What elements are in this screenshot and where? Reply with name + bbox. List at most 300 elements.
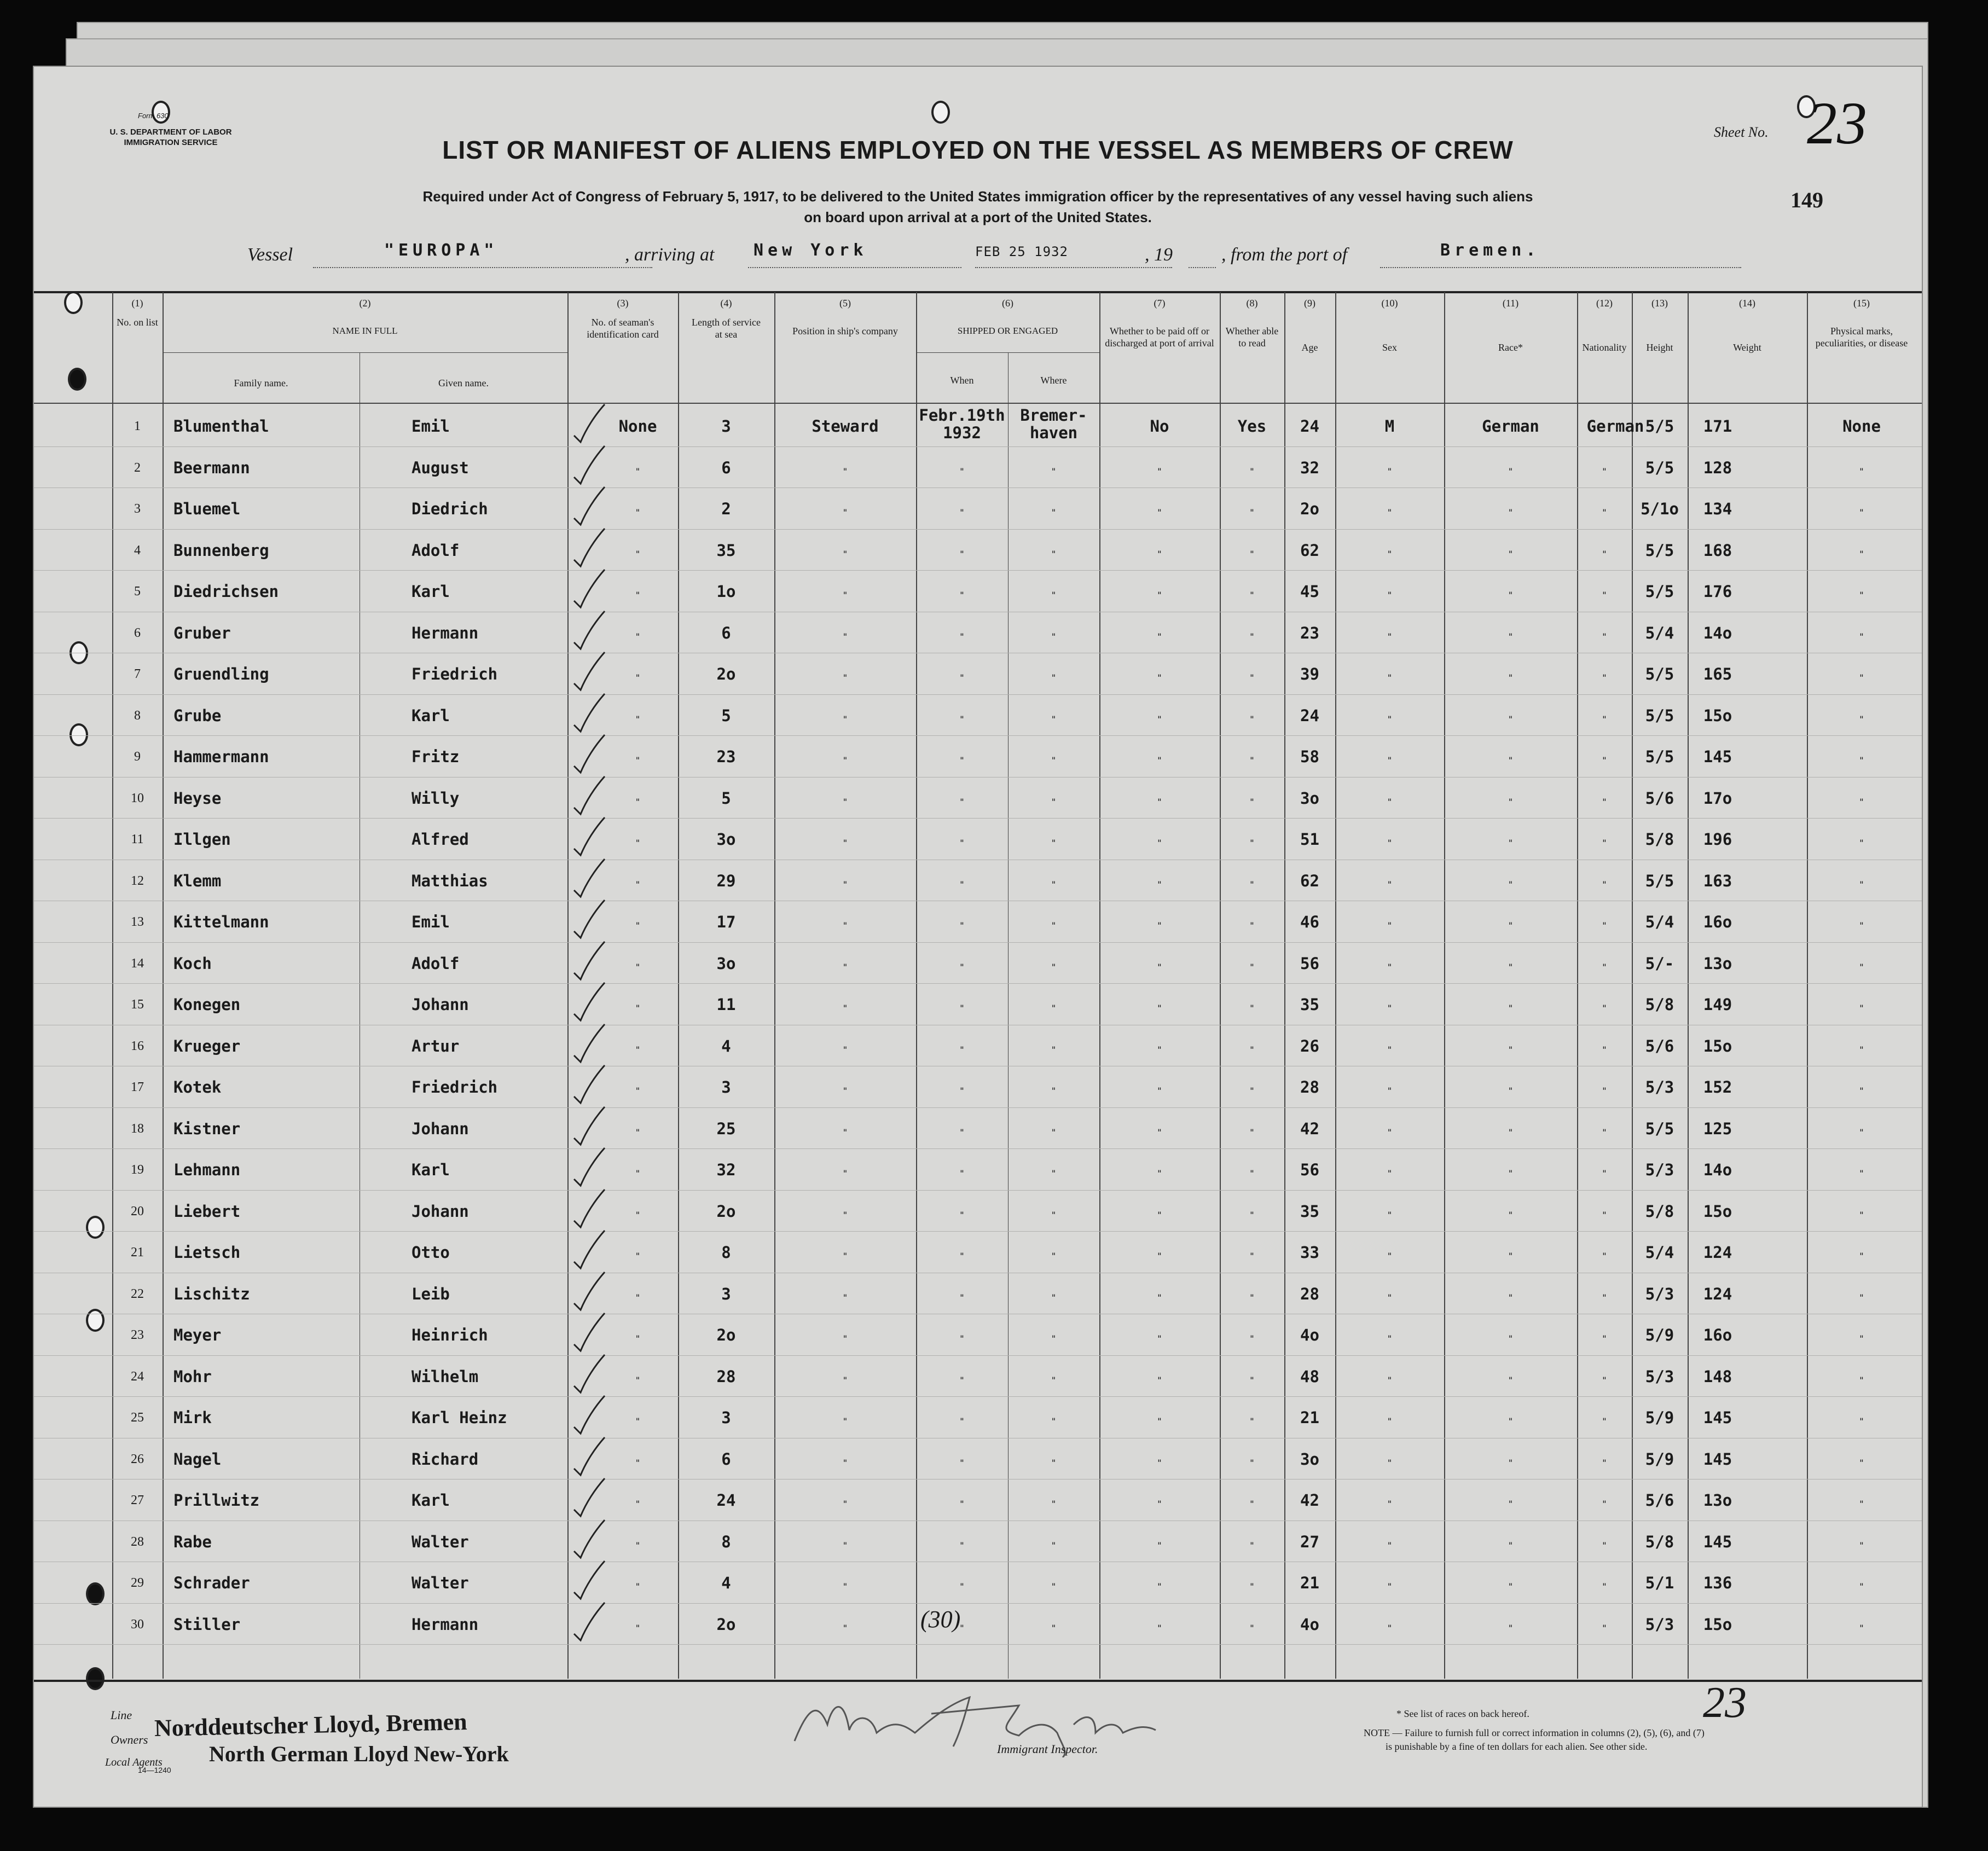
ditto-mark: " bbox=[1859, 672, 1864, 683]
check-mark-icon bbox=[573, 1558, 606, 1602]
ditto-mark: " bbox=[1859, 1127, 1864, 1138]
check-mark-icon bbox=[573, 1145, 606, 1189]
col-separator bbox=[1220, 292, 1221, 1679]
year-underline bbox=[1189, 267, 1216, 268]
colnum-12: (12) bbox=[1596, 298, 1613, 309]
ditto-mark: " bbox=[959, 590, 965, 600]
ditto-mark: " bbox=[1602, 1540, 1607, 1551]
ditto-mark: " bbox=[1602, 1499, 1607, 1509]
ditto-mark: " bbox=[959, 1540, 965, 1551]
given-name: Johann bbox=[411, 995, 469, 1014]
ditto-mark: " bbox=[1387, 1416, 1393, 1426]
ditto-mark: " bbox=[1859, 1044, 1864, 1055]
family-name: Lietsch bbox=[173, 1243, 241, 1262]
ditto-mark: " bbox=[1157, 1168, 1162, 1179]
ditto-mark: " bbox=[1051, 548, 1057, 559]
length-of-service: 17 bbox=[716, 913, 736, 931]
ditto-mark: " bbox=[1249, 548, 1255, 559]
height-value: 5/5 bbox=[1645, 706, 1674, 725]
ditto-mark: " bbox=[959, 1416, 965, 1426]
height-value: 5/8 bbox=[1645, 1532, 1674, 1551]
ditto-mark: " bbox=[1051, 1127, 1057, 1138]
ditto-mark: " bbox=[842, 1622, 848, 1633]
age-value: 3o bbox=[1300, 788, 1319, 808]
ditto-mark: " bbox=[1859, 713, 1864, 724]
age-value: 3o bbox=[1300, 1449, 1319, 1469]
ditto-mark: " bbox=[1387, 920, 1393, 931]
given-name: Willy bbox=[411, 788, 460, 808]
ditto-mark: " bbox=[635, 466, 641, 477]
form-code: 14—1240 bbox=[138, 1766, 171, 1774]
family-name: Gruendling bbox=[173, 665, 269, 683]
ditto-mark: " bbox=[1157, 1457, 1162, 1468]
age-value: 23 bbox=[1300, 623, 1319, 642]
ditto-mark: " bbox=[1051, 466, 1057, 477]
ditto-mark: " bbox=[1387, 1127, 1393, 1138]
height-value: 5/5 bbox=[1645, 871, 1674, 890]
given-name: Karl Heinz bbox=[411, 1408, 507, 1427]
ditto-mark: " bbox=[1157, 1374, 1162, 1385]
ditto-mark: " bbox=[1157, 1540, 1162, 1551]
age-value: 35 bbox=[1300, 995, 1319, 1014]
ditto-mark: " bbox=[842, 631, 848, 642]
able-read-value: Yes bbox=[1237, 417, 1267, 436]
ditto-mark: " bbox=[1387, 1540, 1393, 1551]
height-value: 5/9 bbox=[1645, 1449, 1674, 1469]
ditto-mark: " bbox=[1508, 755, 1514, 765]
ditto-mark: " bbox=[1249, 1416, 1255, 1426]
length-of-service: 6 bbox=[721, 623, 731, 642]
header-age: Age bbox=[1301, 342, 1318, 353]
name-subheader-line bbox=[163, 352, 567, 353]
weight-value: 165 bbox=[1703, 665, 1732, 683]
given-name: Emil bbox=[411, 913, 450, 931]
ditto-mark: " bbox=[635, 1499, 641, 1509]
ditto-mark: " bbox=[635, 1292, 641, 1303]
punch-hole bbox=[931, 101, 950, 124]
ditto-mark: " bbox=[635, 1168, 641, 1179]
ditto-mark: " bbox=[635, 920, 641, 931]
header-height: Height bbox=[1646, 342, 1673, 353]
weight-value: 16o bbox=[1703, 1326, 1732, 1344]
ditto-mark: " bbox=[1859, 548, 1864, 559]
row-rule bbox=[34, 983, 1922, 984]
ditto-mark: " bbox=[1249, 631, 1255, 642]
given-name: Diedrich bbox=[411, 500, 488, 518]
ditto-mark: " bbox=[635, 1374, 641, 1385]
col-separator bbox=[567, 292, 569, 1679]
ditto-mark: " bbox=[1859, 1374, 1864, 1385]
colnum-4: (4) bbox=[720, 298, 732, 309]
check-mark-icon bbox=[573, 897, 606, 941]
family-name: Konegen bbox=[173, 995, 241, 1014]
inspector-signature bbox=[789, 1681, 1172, 1757]
check-mark-icon bbox=[573, 484, 606, 528]
ditto-mark: " bbox=[635, 1003, 641, 1013]
ditto-mark: " bbox=[635, 1127, 641, 1138]
family-name: Rabe bbox=[173, 1532, 212, 1551]
ditto-mark: " bbox=[1051, 796, 1057, 807]
ditto-mark: " bbox=[1602, 755, 1607, 765]
colnum-15: (15) bbox=[1853, 298, 1870, 309]
header-sex: Sex bbox=[1382, 342, 1397, 353]
given-name: Karl bbox=[411, 1491, 450, 1510]
age-value: 26 bbox=[1300, 1036, 1319, 1055]
ditto-mark: " bbox=[1051, 838, 1057, 848]
ditto-mark: " bbox=[1249, 1540, 1255, 1551]
weight-value: 163 bbox=[1703, 871, 1732, 890]
ditto-mark: " bbox=[1051, 961, 1057, 972]
header-shipped: SHIPPED OR ENGAGED bbox=[957, 326, 1058, 336]
header-given-name: Given name. bbox=[438, 378, 489, 388]
ditto-mark: " bbox=[959, 548, 965, 559]
ditto-mark: " bbox=[1602, 1374, 1607, 1385]
ditto-mark: " bbox=[635, 590, 641, 600]
ditto-mark: " bbox=[1249, 920, 1255, 931]
row-number: 27 bbox=[131, 1493, 144, 1507]
ditto-mark: " bbox=[1051, 1292, 1057, 1303]
age-value: 56 bbox=[1300, 1160, 1319, 1179]
service-name: IMMIGRATION SERVICE bbox=[124, 138, 218, 147]
ditto-mark: " bbox=[1508, 590, 1514, 600]
ditto-mark: " bbox=[1249, 1499, 1255, 1509]
ditto-mark: " bbox=[959, 1127, 965, 1138]
age-value: 62 bbox=[1300, 871, 1319, 890]
row-number: 19 bbox=[131, 1163, 144, 1177]
ditto-mark: " bbox=[959, 1003, 965, 1013]
family-name: Krueger bbox=[173, 1036, 241, 1055]
row-rule bbox=[34, 570, 1922, 571]
ditto-mark: " bbox=[1157, 1209, 1162, 1220]
seaman-id-value: None bbox=[618, 417, 657, 436]
age-value: 51 bbox=[1300, 830, 1319, 849]
ditto-mark: " bbox=[842, 1209, 848, 1220]
row-number: 13 bbox=[131, 915, 144, 929]
ditto-mark: " bbox=[635, 961, 641, 972]
col-separator bbox=[1335, 292, 1336, 1679]
row-number: 2 bbox=[134, 460, 141, 475]
ditto-mark: " bbox=[1859, 1416, 1864, 1426]
row-number: 29 bbox=[131, 1576, 144, 1590]
ditto-mark: " bbox=[1602, 796, 1607, 807]
family-name: Meyer bbox=[173, 1326, 222, 1344]
given-name: Alfred bbox=[411, 830, 469, 849]
row-rule bbox=[34, 1148, 1922, 1149]
header-no-on-list: No. on list bbox=[117, 317, 158, 328]
check-mark-icon bbox=[573, 1310, 606, 1354]
header-where: Where bbox=[1040, 375, 1067, 386]
ditto-mark: " bbox=[1249, 1374, 1255, 1385]
length-of-service: 3o bbox=[716, 954, 736, 973]
length-of-service: 8 bbox=[721, 1532, 731, 1551]
subtitle-line-1: Required under Act of Congress of February 5, 1917, to be delivered to the United States immigration officer by the representatives of any vessel having such aliens bbox=[422, 188, 1533, 205]
ditto-mark: " bbox=[1508, 961, 1514, 972]
length-of-service: 2o bbox=[716, 1202, 736, 1221]
ditto-mark: " bbox=[1602, 1416, 1607, 1426]
sheet-label: Sheet No. bbox=[1714, 124, 1769, 140]
ditto-mark: " bbox=[1602, 838, 1607, 848]
ditto-mark: " bbox=[1157, 672, 1162, 683]
ditto-mark: " bbox=[1508, 1581, 1514, 1592]
row-number: 16 bbox=[131, 1038, 144, 1053]
family-name: Bluemel bbox=[173, 500, 241, 518]
total-count: (30) bbox=[920, 1606, 961, 1633]
ditto-mark: " bbox=[1602, 590, 1607, 600]
height-value: 5/5 bbox=[1645, 665, 1674, 683]
ditto-mark: " bbox=[842, 1333, 848, 1344]
age-value: 42 bbox=[1300, 1491, 1319, 1510]
age-value: 28 bbox=[1300, 1284, 1319, 1303]
age-value: 45 bbox=[1300, 582, 1319, 601]
row-rule bbox=[34, 1231, 1922, 1232]
family-name: Koch bbox=[173, 954, 212, 973]
height-value: 5/8 bbox=[1645, 1202, 1674, 1221]
height-value: 5/5 bbox=[1645, 541, 1674, 560]
age-value: 4o bbox=[1300, 1326, 1319, 1344]
ditto-mark: " bbox=[1051, 590, 1057, 600]
length-of-service: 2o bbox=[716, 1326, 736, 1344]
ditto-mark: " bbox=[1387, 838, 1393, 848]
ditto-mark: " bbox=[1249, 838, 1255, 848]
row-number: 18 bbox=[131, 1121, 144, 1136]
vessel-label: Vessel bbox=[247, 245, 293, 265]
colnum-9: (9) bbox=[1304, 298, 1315, 309]
ditto-mark: " bbox=[1602, 1581, 1607, 1592]
given-name: Karl bbox=[411, 1160, 450, 1179]
ditto-mark: " bbox=[1602, 631, 1607, 642]
ditto-mark: " bbox=[1387, 1499, 1393, 1509]
row-rule bbox=[34, 942, 1922, 943]
height-value: 5/8 bbox=[1645, 830, 1674, 849]
row-number: 4 bbox=[134, 543, 141, 558]
ditto-mark: " bbox=[1249, 713, 1255, 724]
header-family-name: Family name. bbox=[234, 378, 288, 388]
ditto-mark: " bbox=[1387, 1374, 1393, 1385]
given-name: Karl bbox=[411, 706, 450, 725]
ditto-mark: " bbox=[635, 1251, 641, 1261]
ditto-mark: " bbox=[1508, 1622, 1514, 1633]
ditto-mark: " bbox=[1051, 1374, 1057, 1385]
family-name: Blumenthal bbox=[173, 417, 269, 436]
check-mark-icon bbox=[573, 1228, 606, 1272]
ditto-mark: " bbox=[1508, 1292, 1514, 1303]
ditto-mark: " bbox=[1157, 507, 1162, 518]
ditto-mark: " bbox=[842, 1251, 848, 1261]
ditto-mark: " bbox=[1157, 548, 1162, 559]
ditto-mark: " bbox=[1602, 961, 1607, 972]
ditto-mark: " bbox=[1051, 1209, 1057, 1220]
footnote-races: * See list of races on back hereof. bbox=[1396, 1708, 1529, 1719]
footnote-fine: NOTE — Failure to furnish full or correct information in columns (2), (5), (6), and (7) bbox=[1364, 1727, 1705, 1738]
ditto-mark: " bbox=[842, 755, 848, 765]
colnum-14: (14) bbox=[1739, 298, 1755, 309]
row-number: 22 bbox=[131, 1286, 144, 1301]
row-rule bbox=[34, 1603, 1922, 1604]
given-name: Karl bbox=[411, 582, 450, 601]
ditto-mark: " bbox=[1508, 1457, 1514, 1468]
ditto-mark: " bbox=[842, 1292, 848, 1303]
check-mark-icon bbox=[573, 1063, 606, 1106]
ditto-mark: " bbox=[959, 1581, 965, 1592]
ditto-mark: " bbox=[959, 1251, 965, 1261]
age-value: 27 bbox=[1300, 1532, 1319, 1551]
arriving-underline bbox=[748, 267, 961, 268]
ditto-mark: " bbox=[842, 1540, 848, 1551]
ditto-mark: " bbox=[1051, 1168, 1057, 1179]
row-rule bbox=[34, 1107, 1922, 1108]
ditto-mark: " bbox=[1051, 920, 1057, 931]
ditto-mark: " bbox=[1508, 1499, 1514, 1509]
age-value: 4o bbox=[1300, 1615, 1319, 1634]
colnum-13: (13) bbox=[1651, 298, 1668, 309]
ditto-mark: " bbox=[1602, 1168, 1607, 1179]
row-number: 8 bbox=[134, 708, 141, 723]
row-number: 9 bbox=[134, 750, 141, 764]
family-name: Nagel bbox=[173, 1449, 222, 1469]
height-value: 5/5 bbox=[1645, 582, 1674, 601]
ditto-mark: " bbox=[1602, 507, 1607, 518]
ditto-mark: " bbox=[635, 838, 641, 848]
ditto-mark: " bbox=[1157, 1416, 1162, 1426]
weight-value: 124 bbox=[1703, 1284, 1732, 1303]
age-value: 39 bbox=[1300, 665, 1319, 683]
ditto-mark: " bbox=[1602, 672, 1607, 683]
ditto-mark: " bbox=[1157, 879, 1162, 890]
ditto-mark: " bbox=[1859, 1251, 1864, 1261]
ditto-mark: " bbox=[1859, 1086, 1864, 1096]
length-of-service: 2o bbox=[716, 1615, 736, 1634]
weight-value: 149 bbox=[1703, 995, 1732, 1014]
ditto-mark: " bbox=[1859, 1333, 1864, 1344]
header-able-read: Whether able to read bbox=[1225, 326, 1279, 349]
check-mark-icon bbox=[573, 1104, 606, 1148]
height-value: 5/9 bbox=[1645, 1326, 1674, 1344]
ditto-mark: " bbox=[1508, 796, 1514, 807]
ditto-mark: " bbox=[1157, 631, 1162, 642]
ditto-mark: " bbox=[1859, 590, 1864, 600]
ditto-mark: " bbox=[959, 838, 965, 848]
ditto-mark: " bbox=[1157, 1127, 1162, 1138]
ditto-mark: " bbox=[1602, 1333, 1607, 1344]
header-race: Race* bbox=[1498, 342, 1523, 353]
age-value: 33 bbox=[1300, 1243, 1319, 1262]
row-number: 7 bbox=[134, 667, 141, 681]
weight-value: 148 bbox=[1703, 1367, 1732, 1386]
header-nationality: Nationality bbox=[1582, 342, 1627, 353]
family-name: Bunnenberg bbox=[173, 541, 269, 560]
row-number: 3 bbox=[134, 502, 141, 516]
weight-value: 145 bbox=[1703, 747, 1732, 766]
colnum-3: (3) bbox=[617, 298, 629, 309]
colnum-5: (5) bbox=[839, 298, 851, 309]
ditto-mark: " bbox=[1602, 1209, 1607, 1220]
length-of-service: 6 bbox=[721, 458, 731, 477]
ditto-mark: " bbox=[1387, 1292, 1393, 1303]
given-name: Johann bbox=[411, 1202, 469, 1221]
length-of-service: 3 bbox=[721, 1284, 731, 1303]
weight-value: 14o bbox=[1703, 623, 1732, 642]
height-value: 5/6 bbox=[1645, 788, 1674, 808]
check-mark-icon bbox=[573, 1393, 606, 1437]
race-value: German bbox=[1482, 417, 1539, 436]
length-of-service: 23 bbox=[716, 747, 736, 766]
height-value: 5/3 bbox=[1645, 1078, 1674, 1096]
ditto-mark: " bbox=[842, 466, 848, 477]
ditto-mark: " bbox=[1387, 1044, 1393, 1055]
ditto-mark: " bbox=[842, 507, 848, 518]
length-of-service: 3 bbox=[721, 1078, 731, 1096]
ditto-mark: " bbox=[1051, 1499, 1057, 1509]
ditto-mark: " bbox=[635, 1581, 641, 1592]
shipped-when-1: Febr.19th bbox=[919, 406, 1005, 425]
given-name: Walter bbox=[411, 1574, 469, 1592]
ditto-mark: " bbox=[1051, 755, 1057, 765]
given-name: Heinrich bbox=[411, 1326, 488, 1344]
check-mark-icon bbox=[573, 815, 606, 858]
ditto-mark: " bbox=[959, 1499, 965, 1509]
ditto-mark: " bbox=[842, 1374, 848, 1385]
ditto-mark: " bbox=[635, 879, 641, 890]
family-name: Beermann bbox=[173, 458, 250, 477]
ditto-mark: " bbox=[635, 507, 641, 518]
stamp-number: 149 bbox=[1790, 188, 1823, 212]
ditto-mark: " bbox=[842, 1127, 848, 1138]
ditto-mark: " bbox=[1387, 1003, 1393, 1013]
owners-stamp: Norddeutscher Lloyd, Bremen bbox=[154, 1708, 468, 1742]
ditto-mark: " bbox=[1387, 1251, 1393, 1261]
col-separator bbox=[112, 292, 113, 1679]
age-value: 62 bbox=[1300, 541, 1319, 560]
col-separator bbox=[1807, 292, 1808, 1679]
ditto-mark: " bbox=[1508, 1127, 1514, 1138]
ditto-mark: " bbox=[959, 755, 965, 765]
row-rule bbox=[34, 529, 1922, 530]
ditto-mark: " bbox=[959, 796, 965, 807]
ditto-mark: " bbox=[1249, 961, 1255, 972]
ditto-mark: " bbox=[959, 879, 965, 890]
ditto-mark: " bbox=[635, 1622, 641, 1633]
ditto-mark: " bbox=[1387, 1581, 1393, 1592]
row-rule bbox=[34, 818, 1922, 819]
ditto-mark: " bbox=[1051, 1457, 1057, 1468]
shipped-where-1: Bremer- bbox=[1020, 406, 1087, 425]
row-number: 5 bbox=[134, 584, 141, 599]
given-name: Matthias bbox=[411, 871, 488, 890]
ditto-mark: " bbox=[1508, 1044, 1514, 1055]
length-of-service: 8 bbox=[721, 1243, 731, 1262]
ditto-mark: " bbox=[635, 1333, 641, 1344]
ditto-mark: " bbox=[959, 466, 965, 477]
ditto-mark: " bbox=[1051, 1333, 1057, 1344]
ditto-mark: " bbox=[1157, 1333, 1162, 1344]
given-name: Friedrich bbox=[411, 1078, 498, 1096]
weight-value: 125 bbox=[1703, 1119, 1732, 1138]
weight-value: 145 bbox=[1703, 1408, 1732, 1427]
ditto-mark: " bbox=[1051, 1581, 1057, 1592]
ditto-mark: " bbox=[1157, 1622, 1162, 1633]
ditto-mark: " bbox=[1859, 1581, 1864, 1592]
colnum-7: (7) bbox=[1154, 298, 1166, 309]
from-underline bbox=[1380, 267, 1741, 268]
check-mark-icon bbox=[573, 1269, 606, 1313]
family-name: Diedrichsen bbox=[173, 582, 279, 601]
ditto-mark: " bbox=[959, 961, 965, 972]
ditto-mark: " bbox=[1508, 1416, 1514, 1426]
ditto-mark: " bbox=[959, 1333, 965, 1344]
weight-value: 17o bbox=[1703, 788, 1732, 808]
ditto-mark: " bbox=[1508, 1209, 1514, 1220]
ditto-mark: " bbox=[1249, 1622, 1255, 1633]
